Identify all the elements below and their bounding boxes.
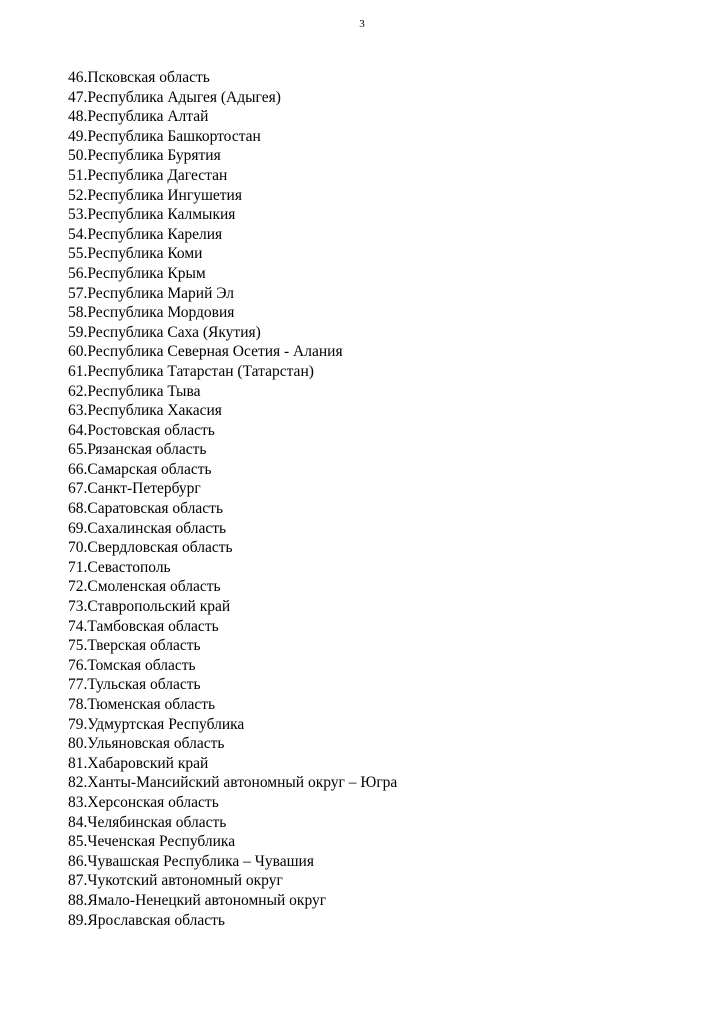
list-item: 46.Псковская область	[68, 69, 210, 86]
list-item: 62.Республика Тыва	[68, 382, 201, 400]
list-item: 67.Санкт-Петербург	[68, 480, 201, 498]
list-item: 80.Ульяновская область	[68, 735, 225, 753]
list-item: 78.Тюменская область	[68, 696, 216, 713]
list-item: 75.Тверская область	[68, 637, 201, 655]
page-number: 3	[359, 18, 365, 30]
list-item: 69.Сахалинская область	[68, 519, 227, 537]
list-item: 82.Ханты-Мансийский автономный округ – Югра	[68, 774, 398, 792]
list-item: 74.Тамбовская область	[68, 617, 219, 635]
region-list	[68, 68, 397, 930]
list-item: 73.Ставропольский край	[68, 598, 231, 616]
list-item: 72.Смоленская область	[68, 578, 221, 596]
list-item: 63.Республика Хакасия	[68, 402, 222, 420]
list-item: 56.Республика Крым	[68, 264, 206, 282]
list-item: 65.Рязанская область	[68, 441, 207, 459]
list-item: 83.Херсонская область	[68, 793, 219, 811]
list-item: 85.Чеченская Республика	[68, 833, 236, 851]
list-item: 50.Республика Бурятия	[68, 147, 221, 165]
list-item: 77.Тульская область	[68, 676, 201, 694]
list-item: 87.Чукотский автономный округ	[68, 872, 283, 890]
list-item: 66.Самарская область	[68, 460, 212, 478]
list-item: 60.Республика Северная Осетия - Алания	[68, 343, 343, 361]
list-item: 71.Севастополь	[68, 558, 171, 576]
list-item: 48.Республика Алтай	[68, 108, 209, 126]
list-item: 49.Республика Башкортостан	[68, 127, 261, 145]
list-item: 58.Республика Мордовия	[68, 304, 235, 322]
list-item: 64.Ростовская область	[68, 421, 215, 439]
list-item: 81.Хабаровский край	[68, 754, 209, 772]
list-item: 47.Республика Адыгея (Адыгея)	[68, 88, 281, 106]
list-item: 88.Ямало-Ненецкий автономный округ	[68, 891, 327, 909]
list-item: 52.Республика Ингушетия	[68, 186, 242, 204]
list-item: 76.Томская область	[68, 656, 196, 674]
list-item: 79.Удмуртская Республика	[68, 715, 245, 733]
list-item: 61.Республика Татарстан (Татарстан)	[68, 362, 314, 380]
list-item: 59.Республика Саха (Якутия)	[68, 323, 261, 341]
list-item: 70.Свердловская область	[68, 539, 233, 557]
list-item: 89.Ярославская область	[68, 911, 225, 929]
list-item: 84.Челябинская область	[68, 813, 227, 831]
list-item: 55.Республика Коми	[68, 245, 203, 263]
list-item: 68.Саратовская область	[68, 500, 224, 518]
list-item: 53.Республика Калмыкия	[68, 206, 236, 224]
list-item: 51.Республика Дагестан	[68, 166, 228, 184]
list-item: 54.Республика Карелия	[68, 225, 223, 243]
list-item: 57.Республика Марий Эл	[68, 284, 234, 302]
list-item: 86.Чувашская Республика – Чувашия	[68, 852, 314, 870]
